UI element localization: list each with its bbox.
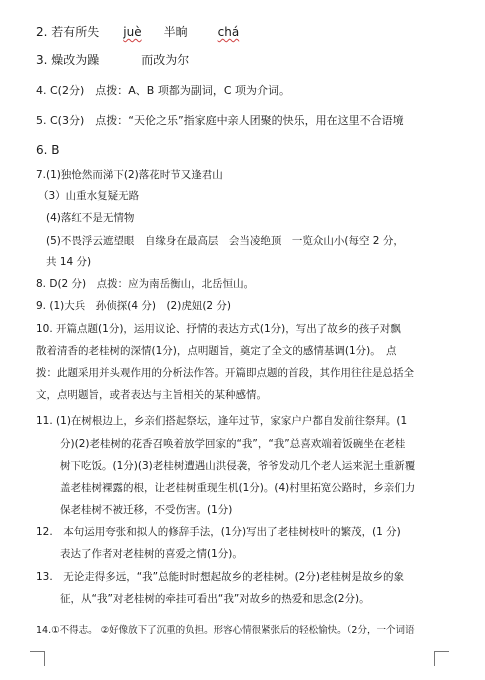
answer-11-line-2: 分)(2)老桂树的花香召唤着放学回家的“我”，“我”总喜欢端着饭碗坐在老桂 bbox=[60, 438, 406, 450]
answer-2 bbox=[36, 25, 435, 39]
answer-13-line-1: 13. 无论走得多远，“我”总能时时想起故乡的老桂树。(2分)老桂树是故乡的象 bbox=[36, 571, 404, 583]
answer-11-line-3: 树下吃饭。(1分)(3)老桂树遭遇山洪侵袭，爷爷发动几个老人运来泥土重新覆 bbox=[60, 460, 416, 472]
answer-13-line-2: 征，从“我”对老桂树的牵挂可看出“我”对故乡的热爱和思念(2分)。 bbox=[60, 593, 370, 605]
pinyin-cha: chá bbox=[217, 25, 240, 39]
answer-12-line-1: 12. 本句运用夸张和拟人的修辞手法，(1分)写出了老桂树枝叶的繁茂，(1 分) bbox=[36, 526, 401, 538]
answer-3 bbox=[36, 53, 435, 67]
answer-12-line-2: 表达了作者对老桂树的喜爱之情(1分)。 bbox=[60, 548, 243, 560]
answer-11-line-1: 11. (1)在树根边上，乡亲们搭起祭坛，逢年过节，家家户户都自发前往祭拜。(1 bbox=[36, 415, 408, 427]
answer-2-text: 2. 若有所失 bbox=[36, 25, 100, 39]
answer-10-line-1: 10. 开篇点题(1分)，运用议论、抒情的表达方式(1分)，写出了故乡的孩子对飘 bbox=[36, 323, 401, 335]
crop-mark-bottom-left bbox=[30, 651, 45, 666]
answer-9: 9. (1)大兵 孙侦探(4 分) (2)虎妞(2 分) bbox=[36, 300, 232, 312]
answer-14: 14.①不得志。 ②好像放下了沉重的负担。形容心情很紧张后的轻松愉快。（2分，一个词语 bbox=[36, 625, 415, 636]
answer-11-line-4: 盖老桂树裸露的根，让老桂树重现生机(1分)。(4)村里拓宽公路时，乡亲们力 bbox=[60, 482, 416, 494]
answer-6: 6. B bbox=[36, 143, 60, 157]
answer-7-line-4: (5)不畏浮云遮望眼 自缘身在最高层 会当凌绝顶 一览众山小(每空 2 分， bbox=[46, 235, 404, 247]
answer-7-line-1: 7.(1)独怆然而涕下(2)落花时节又逢君山 bbox=[36, 169, 223, 181]
pinyin-jue: juè bbox=[123, 25, 142, 39]
answer-7-line-5: 共 14 分) bbox=[46, 256, 92, 268]
answer-3-part2: 而改为尔 bbox=[141, 53, 190, 67]
answer-10-line-2: 散着清香的老桂树的深情(1分)，点明题旨，奠定了全文的感情基调(1分)。 点 bbox=[36, 345, 397, 357]
answer-8: 8. D(2 分) 点拨：应为南岳衡山，北岳恒山。 bbox=[36, 278, 255, 290]
answer-10-line-4: 文，点明题旨，或者表达与主旨相关的某种感情。 bbox=[36, 389, 267, 401]
answer-3-part1: 3. 燥改为躁 bbox=[36, 53, 100, 67]
crop-mark-bottom-right bbox=[434, 651, 449, 666]
answer-11-line-5: 保老桂树不被迁移，不受伤害。(1分) bbox=[60, 504, 233, 516]
answer-10-line-3: 拨：此题采用并头观作用的分析法作答。开篇即点题的首段，其作用往往是总括全 bbox=[36, 367, 414, 379]
answer-5: 5. C(3分) 点拨：“天伦之乐”指家庭中亲人团聚的快乐，用在这里不合语境 bbox=[36, 114, 404, 127]
answer-7-line-2: （3）山重水复疑无路 bbox=[38, 190, 140, 202]
answer-7-line-3: (4)落红不是无情物 bbox=[46, 212, 135, 224]
answer-4: 4. C(2分) 点拨：A、B 项都为副词，C 项为介词。 bbox=[36, 84, 290, 97]
answer-2-word: 半晌 bbox=[163, 25, 188, 39]
